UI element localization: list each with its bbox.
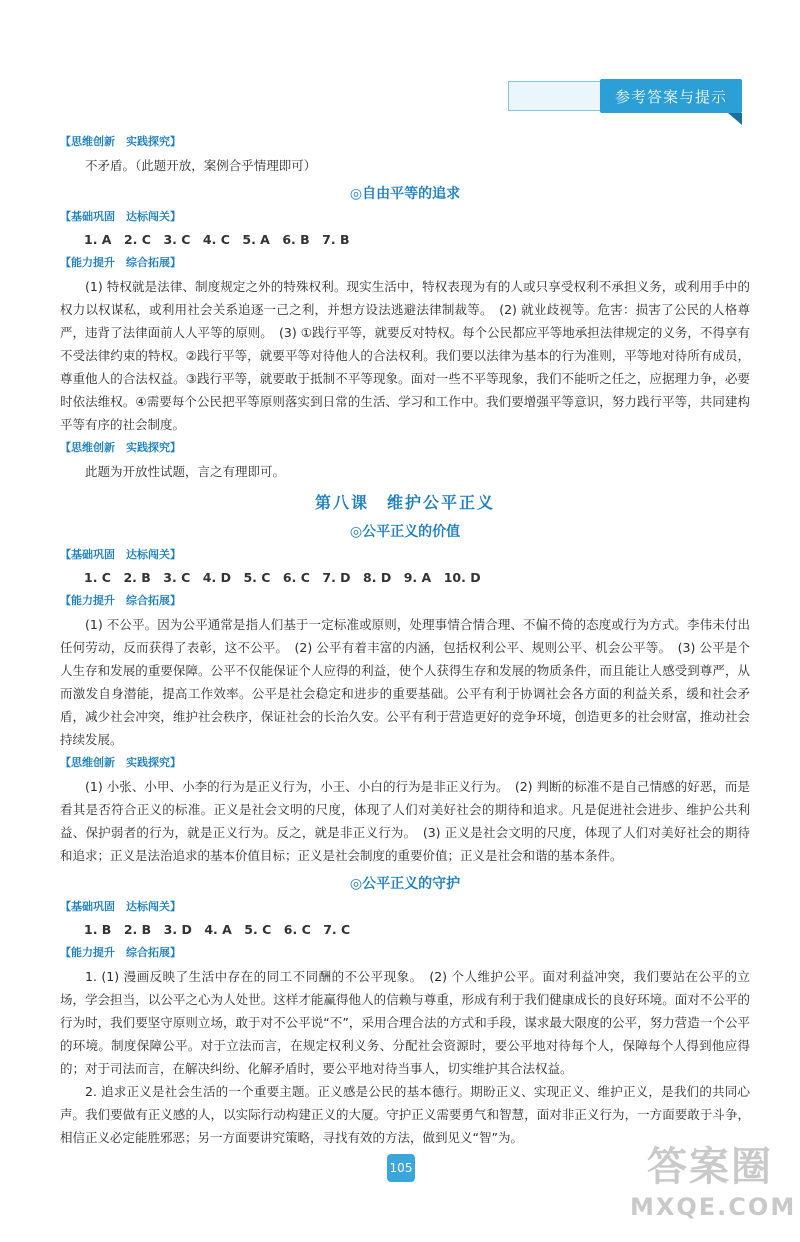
subsection-title: ◎自由平等的追求 [349,186,461,202]
answer-paragraph: (1) 不公平。因为公平通常是指人们基于一定标准或原则，处理事情合情合理、不偏不倚的态度或行为方式。李伟未付出任何劳动，反而获得了表彰，这不公平。 (2) 公平有着丰富的内涵，包括权利公平、规则公平、机会公平等。 (3) 公平是个人生存和发展的重要保障。公平不仅能保证个人应得的利益，使个人获得生存和发展的物质条件，而且能让人感受到尊严，从而激发自身潜能，提高工作效率。公平是社会稳定和进步的重要基础。公平有利于协调社会各方面的利益关系，缓和社会矛盾，减少社会冲突，维护社会秩序，保证社会的长治久安。公平有利于营造更好的竞争环境，创造更多的社会财富，推动社会持续发展。 [60,617,750,747]
header-pale-box [508,81,606,111]
answer-paragraph: (1) 特权就是法律、制度规定之外的特殊权利。现实生活中，特权表现为有的人或只享受权利不承担义务，或利用手中的权力以权谋私，或利用社会关系追逐一己之利，并想方设法逃避法律制裁等。 (2) 就业歧视等。危害：损害了公民的人格尊严，违背了法律面前人人平等的原则。 (3) ①践行平等，就要反对特权。每个公民都应平等地承担法律规定的义务，不得享有不受法律约束的特权。②践行平等，就要平等对待他人的合法权利。我们要以法律为基本的行为准则，平等地对待所有成员，尊重他人的合法权益。③践行平等，就要敢于抵制不平等现象。面对一些不平等现象，我们不能听之任之，应据理力争，必要时依法维权。④需要每个公民把平等原则落实到日常的生活、学习和工作中。我们要增强平等意识，努力践行平等，共同建构平等有序的社会制度。 [60,279,750,432]
section-tag: 【能力提升 综合拓展】 [60,256,181,269]
answer-paragraph: 此题为开放性试题，言之有理即可。 [85,464,286,479]
section-tag: 【思维创新 实践探究】 [60,756,181,769]
page-number: 105 [387,1154,415,1182]
section-tag: 【基础巩固 达标闯关】 [60,548,181,561]
section-tag: 【能力提升 综合拓展】 [60,594,181,607]
section-tag: 【基础巩固 达标闯关】 [60,900,181,913]
section-tag: 【能力提升 综合拓展】 [60,946,181,959]
header-fold-decoration [728,113,742,125]
watermark-text-cn: 答案圈 [647,1144,773,1190]
watermark-text-url: MXQE.COM [630,1193,797,1221]
choice-answers: 1. B 2. B 3. D 4. A 5. C 6. C 7. C [84,922,351,937]
answer-paragraph: 不矛盾。（此题开放，案例合乎情理即可） [85,158,317,173]
watermark-logo [630,1142,797,1238]
answer-paragraph: (1) 小张、小甲、小李的行为是正义行为，小王、小白的行为是非正义行为。 (2) 判断的标准不是自己情感的好恶，而是看其是否符合正义的标准。正义是社会文明的尺度，体现了人们对美好社会的期待和追求。凡是促进社会进步、维护公共利益、保护弱者的行为，就是正义行为。反之，就是非正义行为。 (3) 正义是社会文明的尺度，体现了人们对美好社会的期待和追求；正义是法治追求的基本价值目标；正义是社会制度的重要价值；正义是社会和谐的基本条件。 [60,779,750,863]
section-tag: 【思维创新 实践探究】 [60,135,181,148]
answer-content [60,130,750,1149]
lesson-title: 第八课 维护公平正义 [314,493,495,512]
subsection-title: ◎公平正义的守护 [349,876,461,892]
header-banner [508,79,742,113]
section-tag: 【思维创新 实践探究】 [60,441,181,454]
header-title: 参考答案与提示 [600,79,742,113]
subsection-title: ◎公平正义的价值 [349,524,461,540]
choice-answers: 1. A 2. C 3. C 4. C 5. A 6. B 7. B [84,232,350,247]
choice-answers: 1. C 2. B 3. C 4. D 5. C 6. C 7. D 8. D 9. A 10. D [84,570,481,585]
answer-paragraph: 2. 追求正义是社会生活的一个重要主题。正义感是公民的基本德行。期盼正义、实现正义、维护正义，是我们的共同心声。我们要做有正义感的人，以实际行动构建正义的大厦。守护正义需要勇气和智慧，面对非正义行为，一方面要敢于斗争，相信正义必定能胜邪恶；另一方面要讲究策略，寻找有效的方法，做到见义“智”为。 [60,1084,750,1145]
answer-paragraph: 1. (1) 漫画反映了生活中存在的同工不同酬的不公平现象。 (2) 个人维护公平。面对利益冲突，我们要站在公平的立场，学会担当，以公平之心为人处世。这样才能赢得他人的信赖与尊重，形成有利于我们健康成长的良好环境。面对不公平的行为时，我们要坚守原则立场，敢于对不公平说“不”，采用合理合法的方式和手段，谋求最大限度的公平，努力营造一个公平的环境。制度保障公平。对于立法而言，在规定权利义务、分配社会资源时，要公平地对待每个人，保障每个人得到他应得的；对于司法而言，在解决纠纷、化解矛盾时，要公平地对待当事人，切实维护其合法权益。 [60,969,750,1076]
section-tag: 【基础巩固 达标闯关】 [60,210,181,223]
